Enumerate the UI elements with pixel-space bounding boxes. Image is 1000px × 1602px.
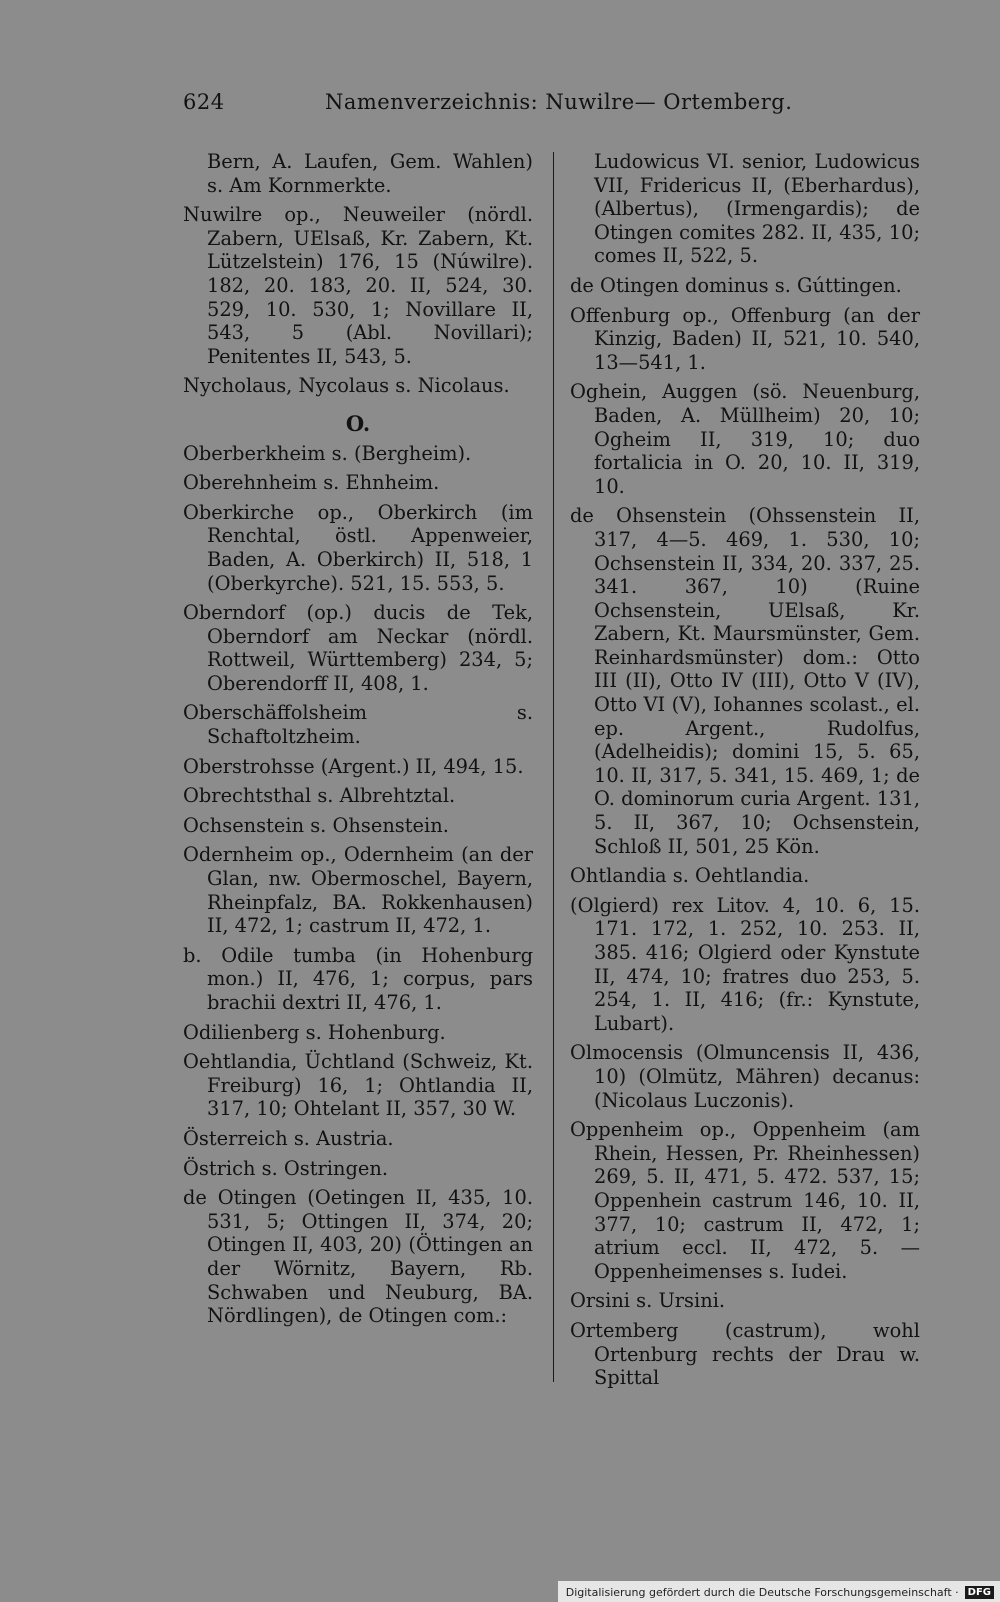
- index-entry: Ludowicus VI. senior, Ludowicus VII, Fridericus II, (Eberhardus), (Albertus), (Irmengardis); de Otingen comites 282. II, 435, 10; comes II, 522, 5.: [594, 150, 920, 268]
- footer-credit: Digitalisierung gefördert durch die Deutsche Forschungsgemeinschaft ·: [565, 1585, 959, 1599]
- dfg-logo: DFG: [965, 1586, 994, 1599]
- index-entry: Oppenheim op., Oppenheim (am Rhein, Hessen, Pr. Rheinhessen) 269, 5. II, 471, 5. 472. 537, 15; Oppenhein castrum 146, 10. II, 377, 10; castrum II, 472, 1; atrium eccl. II, 472, 5. — Oppenheimenses s. Iudei.: [570, 1118, 920, 1283]
- index-entry: Ochsenstein s. Ohsenstein.: [183, 813, 449, 837]
- index-entry: Ohtlandia s. Oehtlandia.: [570, 864, 810, 888]
- index-entry: Oberkirche op., Oberkirch (im Renchtal, östl. Appenweier, Baden, A. Oberkirch) II, 518, 1 (Oberkyrche). 521, 15. 553, 5.: [183, 500, 533, 595]
- index-entry: (Olgierd) rex Litov. 4, 10. 6, 15. 171. 172, 1. 252, 10. 253. II, 385. 416; Olgierd oder Kynstute II, 474, 10; fratres duo 253, 5. 254, 1. II, 416; (fr.: Kynstute, Lubart).: [570, 893, 920, 1035]
- index-entry: Oberehnheim s. Ehnheim.: [183, 471, 440, 495]
- index-entry: Österreich s. Austria.: [183, 1126, 394, 1150]
- index-entry: de Ohsenstein (Ohssenstein II, 317, 4—5. 469, 1. 530, 10; Ochsenstein II, 334, 20. 337, 25. 341. 367, 10) (Ruine Ochsenstein, UElsaß, Kr. Zabern, Kt. Maursmünster, Gem. Reinhardsmünster) dom.: Otto III (II), Otto IV (III), Otto V (IV), Otto VI (V), Iohannes scolast., el. ep. Argent., Rudolfus, (Adelheidis); domini 15, 5. 65, 10. II, 317, 5. 341, 15. 469, 1; de O. dominorum curia Argent. 131, 5. II, 367, 10; Ochsenstein, Schloß II, 501, 25 Kön.: [570, 504, 920, 858]
- index-entry: Orsini s. Ursini.: [570, 1289, 726, 1313]
- index-entry: de Otingen (Oetingen II, 435, 10. 531, 5; Ottingen II, 374, 20; Otingen II, 403, 20) (Öttingen an der Wörnitz, Bayern, Rb. Schwaben und Neuburg, BA. Nördlingen), de Otingen com.:: [183, 1186, 533, 1328]
- right-column: [570, 150, 920, 1396]
- index-entry: Odilienberg s. Hohenburg.: [183, 1020, 446, 1044]
- column-divider: [553, 152, 554, 1382]
- index-entry: Nuwilre op., Neuweiler (nördl. Zabern, UElsaß, Kr. Zabern, Kt. Lützelstein) 176, 15 (Núwilre). 182, 20. 183, 20. II, 524, 30. 529, 10. 530, 1; Novillare II, 543, 5 (Abl. Novillari); Penitentes II, 543, 5.: [183, 203, 533, 368]
- index-entry: Oberstrohsse (Argent.) II, 494, 15.: [183, 754, 524, 778]
- index-entry: Oberndorf (op.) ducis de Tek, Oberndorf am Neckar (nördl. Rottweil, Württemberg) 234, 5; Oberendorff II, 408, 1.: [183, 601, 533, 695]
- digitization-footer: [558, 1581, 1000, 1602]
- running-title: Namenverzeichnis: Nuwilre— Ortemberg.: [325, 90, 793, 114]
- index-entry: de Otingen dominus s. Gúttingen.: [570, 273, 902, 297]
- index-entry: Obrechtsthal s. Albrehtztal.: [183, 784, 456, 808]
- index-entry: Nycholaus, Nycolaus s. Nicolaus.: [183, 374, 510, 398]
- index-entry: Östrich s. Ostringen.: [183, 1156, 389, 1180]
- index-entry: Odernheim op., Odernheim (an der Glan, nw. Obermoschel, Bayern, Rheinpfalz, BA. Rokkenhausen) II, 472, 1; castrum II, 472, 1.: [183, 843, 533, 938]
- page-number: 624: [183, 90, 225, 114]
- index-entry: Offenburg op., Offenburg (an der Kinzig, Baden) II, 521, 10. 540, 13—541, 1.: [570, 303, 920, 374]
- index-entry: Oberberkheim s. (Bergheim).: [183, 441, 472, 465]
- index-entry: Olmocensis (Olmuncensis II, 436, 10) (Olmütz, Mähren) decanus: (Nicolaus Luczonis).: [570, 1041, 920, 1112]
- index-entry: Oghein, Auggen (sö. Neuenburg, Baden, A. Müllheim) 20, 10; Ogheim II, 319, 10; duo fortalicia in O. 20, 10. II, 319, 10.: [570, 380, 920, 498]
- index-entry: Oehtlandia, Üchtland (Schweiz, Kt. Freiburg) 16, 1; Ohtlandia II, 317, 10; Ohtelant II, 357, 30 W.: [183, 1050, 533, 1121]
- index-entry: Ortemberg (castrum), wohl Ortenburg rechts der Drau w. Spittal: [570, 1318, 920, 1390]
- index-entry: b. Odile tumba (in Hohenburg mon.) II, 476, 1; corpus, pars brachii dextri II, 476, 1.: [183, 943, 533, 1014]
- index-entry: Oberschäffolsheim s. Schaftoltzheim.: [183, 701, 533, 749]
- left-column: [183, 150, 533, 1334]
- section-heading: O.: [345, 410, 371, 436]
- index-entry: Bern, A. Laufen, Gem. Wahlen) s. Am Kornmerkte.: [207, 150, 533, 197]
